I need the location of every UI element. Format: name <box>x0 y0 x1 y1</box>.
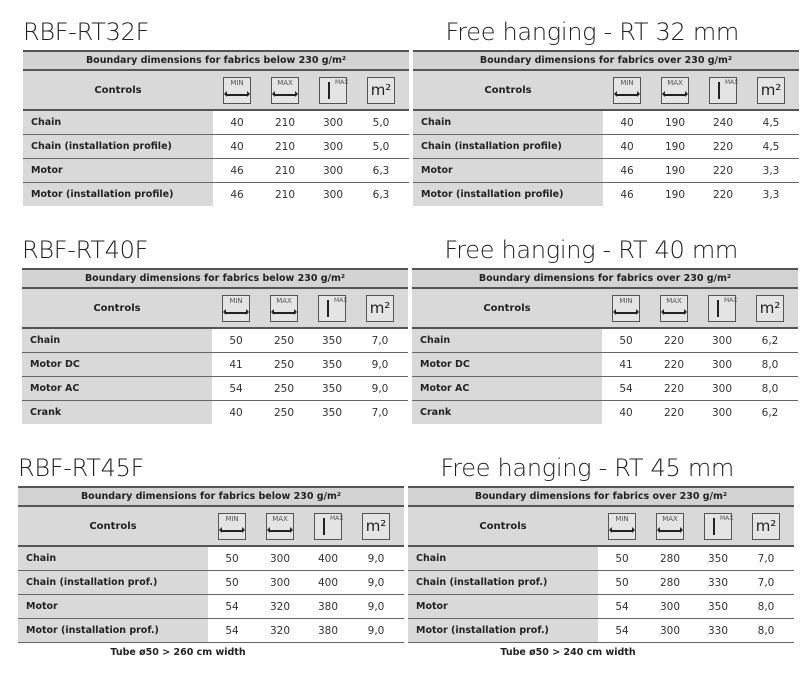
table-row <box>18 547 404 571</box>
max-width-value: 250 <box>273 406 295 419</box>
table-row <box>413 111 799 135</box>
table-band-header: Boundary dimensions for fabrics over 230 g/m² <box>412 268 798 289</box>
table-row <box>412 377 798 401</box>
control-type: Chain (installation profile) <box>413 135 603 158</box>
table-row <box>23 159 409 183</box>
max-width-value: 300 <box>659 600 681 613</box>
model-title: RBF-RT45F <box>18 454 145 482</box>
control-type: Chain <box>412 329 602 352</box>
max-width-icon: MAX <box>266 513 294 540</box>
min-width-icon: MIN <box>222 295 250 322</box>
control-type: Motor AC <box>412 377 602 400</box>
max-width-value: 190 <box>664 188 686 201</box>
max-width-value: 320 <box>269 600 291 613</box>
table-band-header: Boundary dimensions for fabrics below 230 g/m² <box>22 268 408 289</box>
max-area-value: 5,0 <box>372 116 390 129</box>
control-type: Motor <box>23 159 213 182</box>
max-width-value: 280 <box>659 576 681 589</box>
control-type: Chain (installation prof.) <box>18 571 208 594</box>
control-type: Motor DC <box>22 353 212 376</box>
controls-header: Controls <box>89 520 137 532</box>
control-type: Chain <box>23 111 213 134</box>
control-type: Chain <box>18 547 208 570</box>
control-type: Motor (installation profile) <box>413 183 603 206</box>
max-width-value: 190 <box>664 116 686 129</box>
control-type: Crank <box>22 401 212 424</box>
min-width-value: 50 <box>225 552 239 565</box>
table-band-header: Boundary dimensions for fabrics below 230 g/m² <box>23 50 409 71</box>
max-height-value: 220 <box>712 188 734 201</box>
max-width-value: 210 <box>274 164 296 177</box>
table-row <box>18 619 404 643</box>
max-height-value: 300 <box>322 164 344 177</box>
controls-header-row <box>23 71 409 111</box>
section-subtitle: Free hanging - RT 45 mm <box>440 454 734 482</box>
max-width-value: 320 <box>269 624 291 637</box>
table-row <box>413 183 799 206</box>
max-width-value: 210 <box>274 140 296 153</box>
max-height-icon: MAX <box>314 513 342 540</box>
max-area-value: 6,3 <box>372 188 390 201</box>
dimension-table <box>408 486 794 658</box>
max-width-value: 300 <box>659 624 681 637</box>
section-subtitle: Free hanging - RT 40 mm <box>444 236 738 264</box>
max-height-value: 350 <box>321 334 343 347</box>
max-height-icon: MAX <box>318 295 346 322</box>
max-area-value: 7,0 <box>757 576 775 589</box>
max-height-value: 300 <box>322 116 344 129</box>
max-height-value: 350 <box>707 600 729 613</box>
min-width-icon: MIN <box>612 295 640 322</box>
min-width-value: 54 <box>225 600 239 613</box>
area-icon: m² <box>367 77 395 104</box>
max-height-value: 400 <box>317 552 339 565</box>
max-area-value: 8,0 <box>761 382 779 395</box>
max-height-icon: MAX <box>709 77 737 104</box>
area-icon: m² <box>362 513 390 540</box>
dimension-table <box>18 486 404 658</box>
min-width-value: 40 <box>619 406 633 419</box>
max-height-value: 350 <box>707 552 729 565</box>
control-type: Motor <box>18 595 208 618</box>
table-row <box>23 183 409 206</box>
min-width-value: 40 <box>229 406 243 419</box>
control-type: Chain <box>408 547 598 570</box>
max-width-value: 220 <box>663 358 685 371</box>
table-band-header: Boundary dimensions for fabrics below 230 g/m² <box>18 486 404 507</box>
control-type: Motor AC <box>22 377 212 400</box>
min-width-value: 40 <box>230 140 244 153</box>
min-width-value: 50 <box>229 334 243 347</box>
area-icon: m² <box>752 513 780 540</box>
max-width-value: 210 <box>274 188 296 201</box>
controls-header-row <box>413 71 799 111</box>
max-height-value: 300 <box>322 188 344 201</box>
controls-header: Controls <box>479 520 527 532</box>
control-type: Motor DC <box>412 353 602 376</box>
table-row <box>408 595 794 619</box>
max-height-value: 350 <box>321 358 343 371</box>
min-width-icon: MIN <box>223 77 251 104</box>
max-area-value: 8,0 <box>757 600 775 613</box>
min-width-value: 54 <box>225 624 239 637</box>
max-area-value: 8,0 <box>761 358 779 371</box>
table-row <box>23 111 409 135</box>
controls-header: Controls <box>94 84 142 96</box>
area-icon: m² <box>756 295 784 322</box>
controls-header-row <box>408 507 794 547</box>
max-width-icon: MAX <box>270 295 298 322</box>
max-area-value: 9,0 <box>371 382 389 395</box>
max-height-value: 220 <box>712 140 734 153</box>
table-row <box>22 401 408 424</box>
max-height-icon: MAX <box>704 513 732 540</box>
max-area-value: 6,2 <box>761 406 779 419</box>
control-type: Motor <box>413 159 603 182</box>
table-row <box>22 329 408 353</box>
max-area-value: 5,0 <box>372 140 390 153</box>
control-type: Motor (installation profile) <box>23 183 213 206</box>
min-width-value: 40 <box>620 140 634 153</box>
control-type: Crank <box>412 401 602 424</box>
dimension-table <box>413 50 799 206</box>
min-width-value: 46 <box>230 188 244 201</box>
max-width-icon: MAX <box>660 295 688 322</box>
table-row <box>413 135 799 159</box>
min-width-value: 41 <box>229 358 243 371</box>
max-area-value: 4,5 <box>762 140 780 153</box>
min-width-value: 54 <box>615 624 629 637</box>
min-width-value: 54 <box>615 600 629 613</box>
max-area-value: 9,0 <box>367 624 385 637</box>
max-height-value: 300 <box>711 358 733 371</box>
min-width-value: 50 <box>225 576 239 589</box>
controls-header: Controls <box>483 302 531 314</box>
dimension-table <box>23 50 409 206</box>
max-area-value: 6,3 <box>372 164 390 177</box>
max-area-value: 7,0 <box>757 552 775 565</box>
max-width-value: 250 <box>273 358 295 371</box>
min-width-icon: MIN <box>608 513 636 540</box>
table-band-header: Boundary dimensions for fabrics over 230 g/m² <box>408 486 794 507</box>
max-height-value: 400 <box>317 576 339 589</box>
control-type: Motor <box>408 595 598 618</box>
max-width-value: 220 <box>663 406 685 419</box>
control-type: Chain <box>413 111 603 134</box>
controls-header: Controls <box>93 302 141 314</box>
control-type: Motor (installation prof.) <box>18 619 208 642</box>
max-area-value: 6,2 <box>761 334 779 347</box>
table-row <box>408 547 794 571</box>
max-height-value: 300 <box>711 382 733 395</box>
control-type: Chain (installation prof.) <box>408 571 598 594</box>
model-title: RBF-RT40F <box>22 236 149 264</box>
controls-header: Controls <box>484 84 532 96</box>
footnote: Tube ø50 > 260 cm width <box>110 647 246 658</box>
min-width-value: 50 <box>615 576 629 589</box>
max-width-value: 220 <box>663 382 685 395</box>
table-band-header: Boundary dimensions for fabrics over 230 g/m² <box>413 50 799 71</box>
table-row <box>18 571 404 595</box>
control-type: Motor (installation prof.) <box>408 619 598 642</box>
max-height-icon: MAX <box>319 77 347 104</box>
max-height-value: 330 <box>707 576 729 589</box>
control-type: Chain <box>22 329 212 352</box>
dimension-table <box>412 268 798 424</box>
max-area-value: 8,0 <box>757 624 775 637</box>
max-width-value: 190 <box>664 164 686 177</box>
max-height-value: 240 <box>712 116 734 129</box>
table-row <box>22 353 408 377</box>
min-width-icon: MIN <box>613 77 641 104</box>
max-area-value: 3,3 <box>762 188 780 201</box>
model-title: RBF-RT32F <box>23 18 150 46</box>
max-area-value: 3,3 <box>762 164 780 177</box>
max-area-value: 7,0 <box>371 406 389 419</box>
max-height-value: 380 <box>317 600 339 613</box>
max-area-value: 9,0 <box>367 576 385 589</box>
max-height-value: 380 <box>317 624 339 637</box>
max-height-value: 350 <box>321 382 343 395</box>
min-width-value: 54 <box>619 382 633 395</box>
area-icon: m² <box>757 77 785 104</box>
min-width-value: 40 <box>620 116 634 129</box>
table-row <box>413 159 799 183</box>
max-height-value: 300 <box>322 140 344 153</box>
min-width-value: 46 <box>230 164 244 177</box>
max-width-value: 300 <box>269 552 291 565</box>
area-icon: m² <box>366 295 394 322</box>
max-area-value: 9,0 <box>371 358 389 371</box>
max-width-icon: MAX <box>271 77 299 104</box>
max-height-icon: MAX <box>708 295 736 322</box>
min-width-icon: MIN <box>218 513 246 540</box>
max-width-value: 210 <box>274 116 296 129</box>
max-height-value: 300 <box>711 334 733 347</box>
max-area-value: 4,5 <box>762 116 780 129</box>
max-height-value: 350 <box>321 406 343 419</box>
max-width-icon: MAX <box>656 513 684 540</box>
max-area-value: 9,0 <box>367 600 385 613</box>
min-width-value: 46 <box>620 164 634 177</box>
max-area-value: 9,0 <box>367 552 385 565</box>
controls-header-row <box>22 289 408 329</box>
max-width-value: 190 <box>664 140 686 153</box>
max-width-value: 250 <box>273 382 295 395</box>
table-row <box>22 377 408 401</box>
table-row <box>23 135 409 159</box>
max-area-value: 7,0 <box>371 334 389 347</box>
footnote: Tube ø50 > 240 cm width <box>500 647 636 658</box>
dimension-table <box>22 268 408 424</box>
table-row <box>18 595 404 619</box>
min-width-value: 41 <box>619 358 633 371</box>
controls-header-row <box>412 289 798 329</box>
max-width-icon: MAX <box>661 77 689 104</box>
table-row <box>412 353 798 377</box>
min-width-value: 46 <box>620 188 634 201</box>
section-subtitle: Free hanging - RT 32 mm <box>445 18 739 46</box>
controls-header-row <box>18 507 404 547</box>
max-height-value: 220 <box>712 164 734 177</box>
max-width-value: 250 <box>273 334 295 347</box>
max-height-value: 330 <box>707 624 729 637</box>
max-width-value: 300 <box>269 576 291 589</box>
max-width-value: 220 <box>663 334 685 347</box>
control-type: Chain (installation profile) <box>23 135 213 158</box>
table-row <box>412 401 798 424</box>
max-width-value: 280 <box>659 552 681 565</box>
min-width-value: 54 <box>229 382 243 395</box>
table-row <box>412 329 798 353</box>
table-row <box>408 619 794 643</box>
min-width-value: 40 <box>230 116 244 129</box>
table-row <box>408 571 794 595</box>
min-width-value: 50 <box>615 552 629 565</box>
max-height-value: 300 <box>711 406 733 419</box>
min-width-value: 50 <box>619 334 633 347</box>
